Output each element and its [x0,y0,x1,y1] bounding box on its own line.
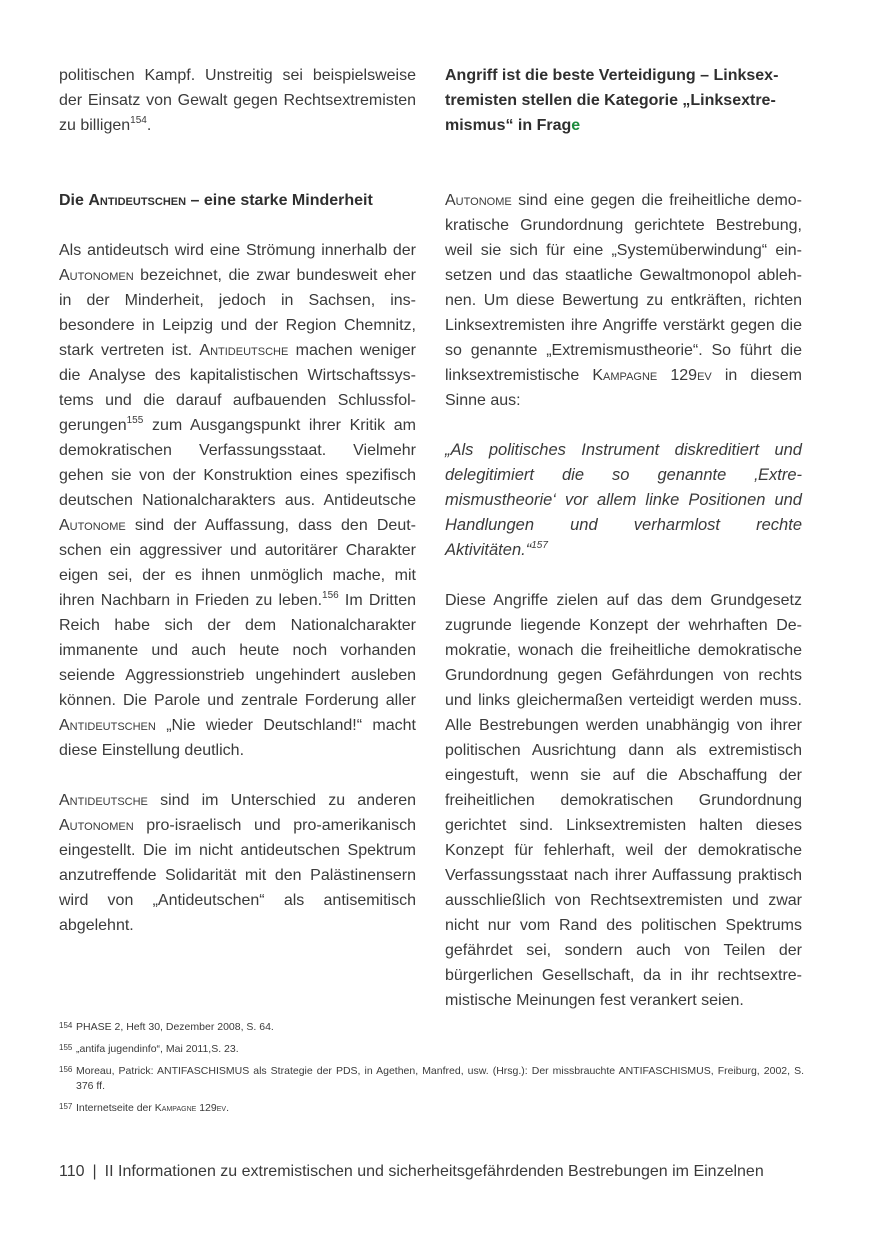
footnote [59,1020,804,1035]
left-column [59,63,416,938]
footnote-text: „antifa jugendinfo“, Mai 2011,S. 23. [76,1043,239,1055]
chapter-title: II Informationen zu extremistischen und sicherheitsgefährdenden Bestrebungen im Einzelnen [104,1163,764,1180]
footnote-text: Internetseite der Kampagne 129ev. [76,1102,229,1114]
paragraph: Als antideutsch wird eine Strömung innerhalb der Autonomen bezeichnet, die zwar bundesweit eher in der Minderheit, jedoch in Sachsen, insbesondere in Leipzig und der Region Chemnitz, stark vertreten ist. Antideutsche machen weniger die Analyse des kapitalistischen Wirtschaftssystems und die darauf aufbauenden Schlussfolgerungen$^{155}$ zum Ausgangspunkt ihrer Kritik am demokratischen Verfassungsstaat. Vielmehr gehen sie von der Konstruktion eines spezifisch deutschen Nationalcharakters aus. Antideutsche Autonome sind der Auffassung, dass den Deutschen ein aggressiver und autoritärer Charakter eigen sei, der es ihnen unmöglich mache, mit ihren Nachbarn in Frieden zu leben.$^{156}$ Im Dritten Reich habe sich der dem Nationalcharakter immanente und auch heute noch vorhanden seiende Aggressionstrieb ungehindert ausleben können. Die Parole und zentrale Forderung aller Antideutschen „Nie wieder Deutschland!“ macht diese Einstellung deutlich. [59,242,417,759]
footnote-ref: 155 [126,414,144,426]
right-column [445,63,802,1013]
footnote [59,1042,804,1057]
paragraph: Autonome sind eine gegen die freiheitliche demokratische Grundordnung gerichtete Bestrebung, weil sie sich für eine „Systemüberwindung“ einsetzen und das staatliche Gewaltmonopol ablehnen. Um diese Bewertung zu entkräften, richten Linksextremisten ihre Angriffe verstärkt gegen die so genannte „Extremismustheorie“. So führt die linksextremistische Kampagne 129ev in diesem Sinne aus: [445,192,803,409]
footer-separator: | [92,1163,97,1180]
footnotes [59,1020,804,1123]
footnote [59,1064,804,1094]
page-footer [59,1160,764,1184]
footnote-number: 154 [59,1021,73,1030]
page-number: 110 [59,1163,85,1180]
footnote-text: Moreau, Patrick: ANTIFASCHISMUS als Strategie der PDS, in Agethen, Manfred, usw. (Hrsg.): Der missbrauchte ANTIFASCHISMUS, Freiburg, 2002, S. 376 ff. [76,1065,804,1092]
paragraph: politischen Kampf. Unstreitig sei beispielsweise der Einsatz von Gewalt gegen Rechtsextremisten zu billigen$^{154}$. [59,67,416,134]
footnote-ref: 156 [322,589,339,601]
paragraph: Diese Angriffe zielen auf das dem Grundgesetz zugrunde liegende Konzept der wehrhaften Demokratie, wonach die freiheitliche demokratische Grundordnung gegen Gefährdungen von rechts und links gleichermaßen verteidigt werden muss. Alle Bestrebungen werden unabhängig von ihrer politischen Ausrichtung dann als extremistisch eingestuft, wenn sie auf die Abschaffung der freiheitlichen demokratischen Grundordnung gerichtet sind. Linksextremisten halten dieses Konzept für fehlerhaft, weil der demokratische Verfassungsstaat nach ihrer Auffassung praktisch ausschließlich von Rechtsextremisten und zwar nicht nur vom Rand des politischen Spektrums gefährdet sei, sondern auch von Teilen der bürgerlichen Gesellschaft, da in ihr rechtsextremistische Meinungen fest verankert seien. [445,592,802,1009]
section-heading: Angriff ist die beste Verteidigung – Linksextremisten stellen die Kategorie „Linksextremismus“ in Frage [445,67,779,134]
footnote-number: 156 [59,1065,73,1074]
footnote-number: 155 [59,1043,73,1052]
footnote-text: PHASE 2, Heft 30, Dezember 2008, S. 64. [76,1021,274,1033]
paragraph: Antideutsche sind im Unterschied zu anderen Autonomen pro-israelisch und pro-amerikanisch eingestellt. Die im nicht antideutschen Spektrum anzutreffende Solidarität mit den Palästinensern wird von „Antideutschen“ als antisemitisch abgelehnt. [59,792,416,934]
footnote-ref: 154 [130,114,147,126]
footnote-ref: 157 [531,539,548,551]
footnote-number: 157 [59,1102,73,1111]
footnote [59,1101,804,1116]
block-quote: „Als politisches Instrument diskreditiert und delegitimiert die so genannte ‚Extremismustheorie‘ vor allem linke Positionen und Handlungen und verharmlost rechte Aktivitäten.“$^{157}$ [445,441,802,559]
section-heading: Die Antideutschen – eine starke Minderheit [59,192,373,209]
